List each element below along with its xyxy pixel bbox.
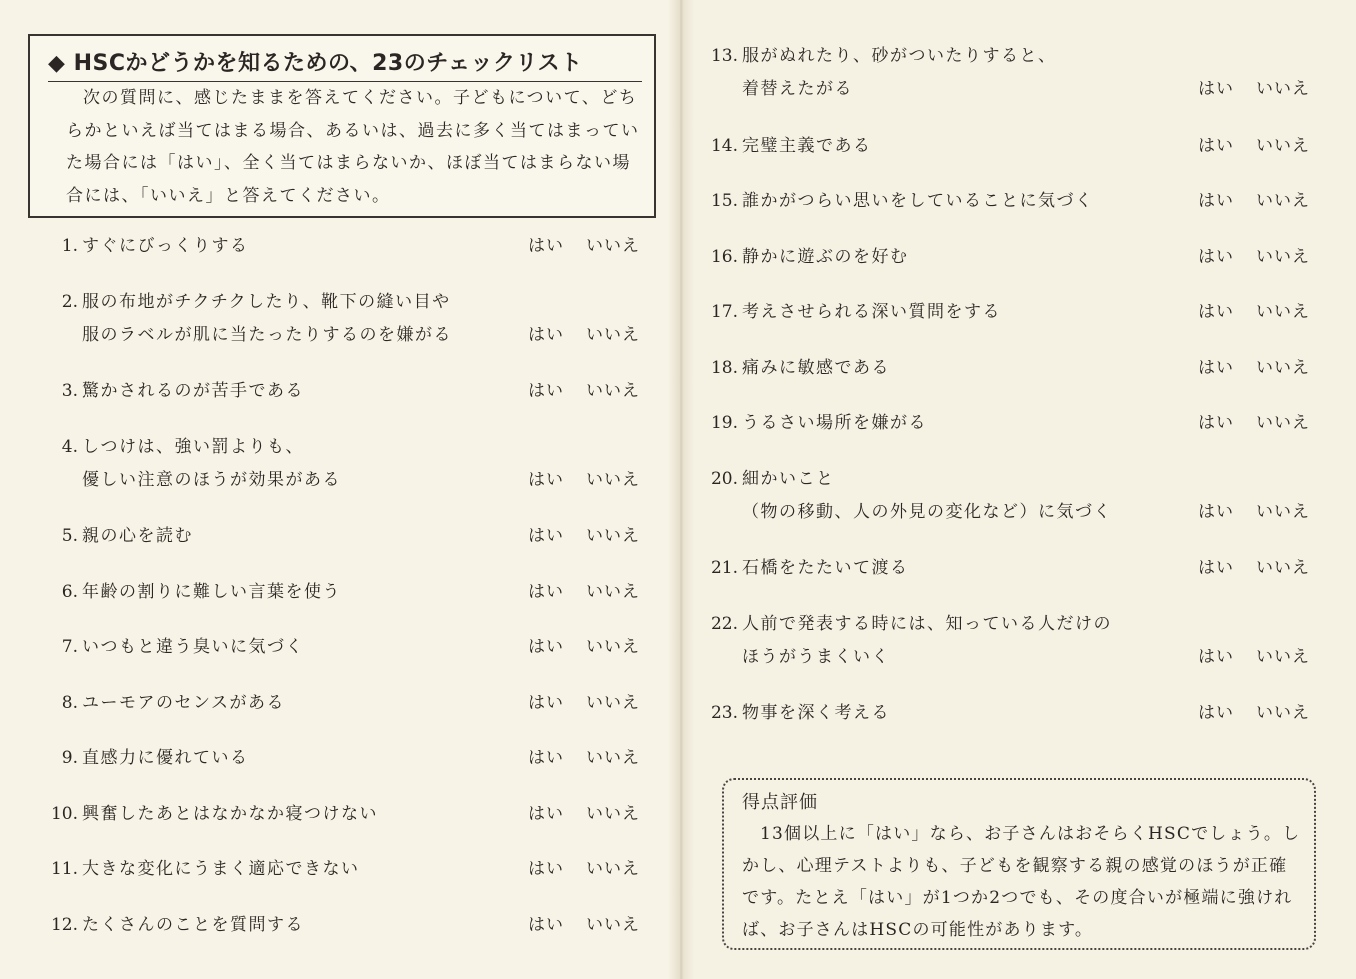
item-question-line: たくさんのことを質問する (82, 914, 304, 935)
checklist-item (38, 742, 648, 798)
answer-no[interactable]: いいえ (586, 236, 640, 256)
item-question-line: ほうがうまくいく (742, 646, 890, 667)
checklist-item (38, 286, 648, 376)
answer-yes[interactable]: はい (528, 581, 564, 602)
item-number: 19. (710, 413, 738, 433)
answer-no[interactable]: いいえ (586, 914, 640, 935)
answer-yes[interactable]: はい (1198, 558, 1234, 578)
item-question (742, 463, 1112, 529)
answer-no[interactable]: いいえ (1256, 191, 1310, 211)
answer-yes[interactable]: はい (528, 692, 564, 713)
answer-no[interactable]: いいえ (586, 692, 640, 713)
item-question (82, 798, 378, 831)
answer-yes[interactable]: はい (1198, 413, 1234, 433)
item-question-line: 服のラベルが肌に当たったりするのを嫌がる (82, 324, 452, 345)
item-question-line: すぐにびっくりする (82, 236, 249, 256)
item-number: 14. (710, 135, 738, 156)
checklist-right (698, 40, 1318, 753)
item-number: 23. (710, 703, 738, 723)
answer-options (1198, 552, 1310, 585)
checklist-item (698, 296, 1318, 352)
answer-options (528, 576, 640, 609)
item-number: 9. (61, 748, 78, 768)
checklist-item (698, 552, 1318, 608)
checklist-title: ◆ HSCかどうかを知るための、23のチェックリスト (48, 46, 642, 82)
answer-options (1198, 185, 1310, 218)
item-number: 13. (710, 46, 738, 66)
checklist-instructions: 次の質問に、感じたままを答えてください。子どもについて、どちらかといえば当てはまる場合、あるいは、過去に多く当てはまっていた場合には「はい」、全く当てはまらないか、ほぼ当てはまらない場合には、「いいえ」と答えてください。 (66, 88, 640, 206)
item-number: 6. (61, 581, 78, 602)
answer-no[interactable]: いいえ (1256, 246, 1310, 267)
item-question-line: 直感力に優れている (82, 748, 249, 768)
item-question-line: 物事を深く考える (742, 703, 890, 723)
item-number: 21. (710, 558, 738, 578)
checklist-item (698, 130, 1318, 186)
book-gutter (668, 0, 694, 979)
answer-no[interactable]: いいえ (1256, 79, 1310, 99)
item-question (82, 520, 193, 553)
checklist-item (698, 185, 1318, 241)
checklist-item (698, 40, 1318, 130)
answer-no[interactable]: いいえ (586, 748, 640, 768)
answer-options (528, 319, 640, 352)
checklist-item (698, 697, 1318, 753)
item-number: 11. (50, 859, 78, 879)
item-question-line: 服の布地がチクチクしたり、靴下の縫い目や (82, 291, 451, 312)
answer-options (528, 375, 640, 408)
answer-no[interactable]: いいえ (586, 469, 640, 490)
checklist-item (38, 687, 648, 743)
item-question-line: 興奮したあとはなかなか寝つけない (82, 803, 378, 824)
checklist-item (38, 798, 648, 854)
answer-options (528, 464, 640, 497)
item-number: 17. (710, 302, 738, 322)
answer-no[interactable]: いいえ (586, 859, 640, 879)
checklist-item (38, 375, 648, 431)
item-number: 7. (61, 637, 78, 657)
answer-options (1198, 241, 1310, 274)
item-question (82, 230, 249, 263)
answer-yes[interactable]: はい (528, 324, 564, 345)
item-question (742, 296, 1001, 329)
answer-yes[interactable]: はい (528, 381, 564, 401)
item-question (82, 687, 285, 720)
answer-yes[interactable]: はい (1198, 246, 1234, 267)
item-question-line: 人前で発表する時には、知っている人だけの (742, 613, 1112, 634)
score-title: 得点評価 (742, 792, 818, 813)
item-number: 12. (50, 914, 78, 935)
item-question (742, 130, 872, 163)
item-question (82, 375, 304, 408)
score-evaluation-box (722, 778, 1316, 950)
item-question (742, 552, 909, 585)
item-question-line: 誰かがつらい思いをしていることに気づく (742, 191, 1094, 211)
answer-options (528, 631, 640, 664)
item-question-line: しつけは、強い罰よりも、 (82, 436, 304, 457)
item-question-line: ユーモアのセンスがある (82, 692, 285, 713)
item-question-line: 考えさせられる深い質問をする (742, 302, 1001, 322)
answer-options (528, 798, 640, 831)
item-number: 4. (61, 436, 78, 457)
item-number: 3. (61, 381, 78, 401)
answer-no[interactable]: いいえ (586, 803, 640, 824)
checklist-item (698, 352, 1318, 408)
item-number: 5. (61, 526, 78, 546)
answer-no[interactable]: いいえ (1256, 302, 1310, 322)
answer-options (528, 687, 640, 720)
item-question (742, 185, 1094, 218)
item-number: 2. (61, 291, 78, 312)
answer-yes[interactable]: はい (528, 526, 564, 546)
answer-options (1198, 641, 1310, 674)
answer-yes[interactable]: はい (1198, 302, 1234, 322)
answer-options (1198, 697, 1310, 730)
score-text: 13個以上に「はい」なら、お子さんはおそらくHSCでしょう。しかし、心理テストよりも、子どもを観察する親の感覚のほうが正確です。たとえ「はい」が1つか2つでも、その度合いが極端に強ければ、お子さんはHSCの可能性があります。 (742, 824, 1301, 940)
item-question-line: 親の心を読む (82, 526, 193, 546)
item-number: 20. (710, 468, 738, 489)
answer-options (528, 909, 640, 942)
item-question-line: 細かいこと (742, 468, 835, 489)
checklist-item (38, 520, 648, 576)
checklist-item (698, 463, 1318, 553)
item-number: 15. (710, 191, 738, 211)
item-question (82, 742, 249, 775)
answer-no[interactable]: いいえ (586, 381, 640, 401)
item-question (82, 853, 360, 886)
answer-options (1198, 130, 1310, 163)
answer-yes[interactable]: はい (1198, 357, 1234, 378)
answer-yes[interactable]: はい (528, 236, 564, 256)
answer-no[interactable]: いいえ (586, 637, 640, 657)
answer-no[interactable]: いいえ (1256, 703, 1310, 723)
item-number: 16. (710, 246, 738, 267)
checklist-item (38, 853, 648, 909)
item-question-line: 年齢の割りに難しい言葉を使う (82, 581, 341, 602)
item-question-line: 優しい注意のほうが効果がある (82, 469, 341, 490)
answer-yes[interactable]: はい (1198, 135, 1234, 156)
item-question (82, 431, 341, 497)
answer-yes[interactable]: はい (528, 859, 564, 879)
item-number: 10. (50, 803, 78, 824)
checklist-left (38, 230, 648, 964)
checklist-item (698, 608, 1318, 698)
answer-yes[interactable]: はい (1198, 501, 1234, 522)
item-question-line: いつもと違う臭いに気づく (82, 637, 304, 657)
item-question-line: 驚かされるのが苦手である (82, 381, 304, 401)
answer-no[interactable]: いいえ (586, 581, 640, 602)
item-question (742, 40, 1057, 106)
item-question-line: 服がぬれたり、砂がついたりすると、 (742, 46, 1057, 66)
item-question (82, 576, 341, 609)
checklist-item (38, 576, 648, 632)
answer-options (528, 853, 640, 886)
item-question-line: 完璧主義である (742, 135, 872, 156)
answer-no[interactable]: いいえ (1256, 357, 1310, 378)
item-question-line: うるさい場所を嫌がる (742, 413, 927, 433)
answer-options (1198, 352, 1310, 385)
item-question-line: 静かに遊ぶのを好む (742, 246, 909, 267)
answer-yes[interactable]: はい (1198, 646, 1234, 667)
item-question (742, 697, 890, 730)
answer-yes[interactable]: はい (528, 469, 564, 490)
checklist-header-box (28, 34, 656, 218)
item-question (742, 352, 890, 385)
answer-options (1198, 407, 1310, 440)
answer-no[interactable]: いいえ (1256, 558, 1310, 578)
item-number: 1. (61, 236, 78, 256)
item-question-line: （物の移動、人の外見の変化など）に気づく (742, 501, 1112, 522)
answer-options (528, 230, 640, 263)
checklist-item (38, 230, 648, 286)
item-question (742, 241, 909, 274)
checklist-item (38, 431, 648, 521)
answer-options (528, 742, 640, 775)
item-question (82, 909, 304, 942)
checklist-item (698, 241, 1318, 297)
item-question-line: 着替えたがる (742, 79, 853, 99)
answer-yes[interactable]: はい (1198, 79, 1234, 99)
item-question (742, 407, 927, 440)
answer-no[interactable]: いいえ (1256, 135, 1310, 156)
item-question (82, 286, 452, 352)
answer-yes[interactable]: はい (528, 803, 564, 824)
answer-options (1198, 496, 1310, 529)
answer-options (528, 520, 640, 553)
answer-no[interactable]: いいえ (1256, 646, 1310, 667)
answer-no[interactable]: いいえ (1256, 413, 1310, 433)
answer-no[interactable]: いいえ (1256, 501, 1310, 522)
answer-options (1198, 73, 1310, 106)
item-question (82, 631, 304, 664)
answer-yes[interactable]: はい (528, 637, 564, 657)
item-number: 8. (61, 692, 78, 713)
item-number: 18. (710, 357, 738, 378)
answer-yes[interactable]: はい (528, 748, 564, 768)
item-question-line: 大きな変化にうまく適応できない (82, 859, 360, 879)
checklist-item (38, 631, 648, 687)
item-question-line: 痛みに敏感である (742, 357, 890, 378)
item-number: 22. (710, 613, 738, 634)
item-question-line: 石橋をたたいて渡る (742, 558, 909, 578)
answer-no[interactable]: いいえ (586, 324, 640, 345)
answer-yes[interactable]: はい (1198, 191, 1234, 211)
answer-yes[interactable]: はい (528, 914, 564, 935)
answer-yes[interactable]: はい (1198, 703, 1234, 723)
answer-no[interactable]: いいえ (586, 526, 640, 546)
checklist-item (698, 407, 1318, 463)
checklist-item (38, 909, 648, 965)
answer-options (1198, 296, 1310, 329)
item-question (742, 608, 1112, 674)
